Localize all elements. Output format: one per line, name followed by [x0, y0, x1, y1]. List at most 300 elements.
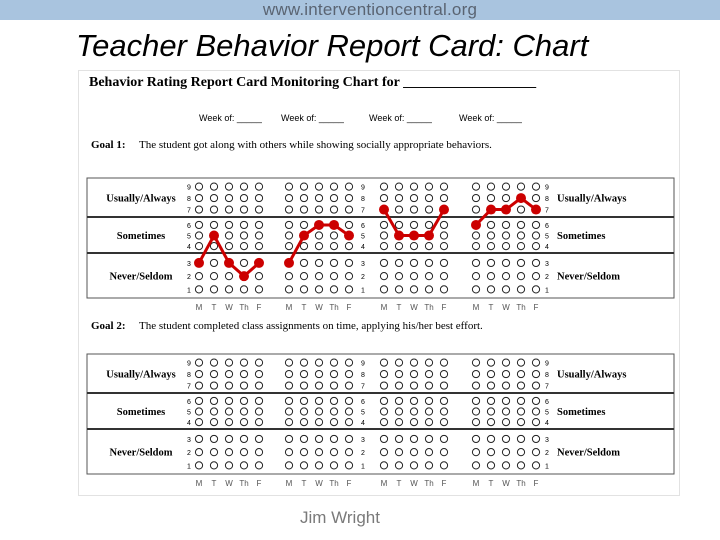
scale-number-right: 8 — [545, 196, 549, 204]
rating-circle — [255, 286, 262, 293]
day-label: M — [285, 479, 293, 488]
scale-number-mid: 4 — [361, 420, 365, 428]
rating-circle — [532, 370, 539, 377]
rating-circle — [395, 397, 402, 404]
rating-circle — [330, 435, 337, 442]
day-label: F — [346, 479, 352, 488]
rating-circle — [330, 382, 337, 389]
rating-circle — [240, 194, 247, 201]
rating-circle — [395, 419, 402, 426]
rating-circle — [517, 243, 524, 250]
rating-circle — [440, 449, 447, 456]
rating-circle — [472, 286, 479, 293]
rating-circle — [440, 183, 447, 190]
rating-circle — [225, 273, 232, 280]
rating-circle — [330, 183, 337, 190]
rating-circle — [472, 449, 479, 456]
rating-circle — [300, 370, 307, 377]
rating-circle — [502, 286, 509, 293]
rating-circle — [472, 273, 479, 280]
rating-circle — [380, 194, 387, 201]
rating-circle — [425, 273, 432, 280]
rating-circle — [410, 397, 417, 404]
scale-number-right: 4 — [545, 244, 549, 252]
band-label-left: Usually/Always — [106, 369, 176, 381]
rating-circle — [380, 435, 387, 442]
rating-circle — [440, 370, 447, 377]
rating-circle — [195, 183, 202, 190]
scale-number-right: 1 — [545, 463, 549, 471]
rating-circle — [502, 183, 509, 190]
rating-circle — [255, 462, 262, 469]
rating-circle — [255, 194, 262, 201]
rating-circle — [240, 243, 247, 250]
rating-circle — [330, 194, 337, 201]
scale-number-mid: 1 — [361, 463, 365, 471]
rating-circle — [345, 408, 352, 415]
rating-circle — [472, 359, 479, 366]
data-point — [501, 205, 511, 215]
rating-circle — [517, 206, 524, 213]
rating-circle — [425, 194, 432, 201]
scale-number-right: 5 — [545, 233, 549, 241]
data-point — [239, 271, 249, 281]
band-label-right: Sometimes — [557, 231, 606, 242]
rating-circle — [240, 232, 247, 239]
scale-number-right: 3 — [545, 436, 549, 444]
rating-circle — [195, 382, 202, 389]
rating-circle — [472, 419, 479, 426]
rating-circle — [517, 435, 524, 442]
rating-circle — [255, 397, 262, 404]
day-label: F — [533, 479, 539, 488]
rating-circle — [380, 232, 387, 239]
rating-circle — [285, 408, 292, 415]
rating-circle — [285, 194, 292, 201]
day-label: F — [441, 479, 447, 488]
rating-circle — [502, 359, 509, 366]
data-point — [344, 231, 354, 241]
rating-circle — [532, 397, 539, 404]
rating-circle — [472, 382, 479, 389]
rating-circle — [330, 359, 337, 366]
rating-circle — [300, 243, 307, 250]
rating-circle — [410, 286, 417, 293]
day-label: F — [533, 303, 539, 312]
rating-circle — [225, 419, 232, 426]
scale-number-right: 6 — [545, 398, 549, 406]
rating-circle — [532, 273, 539, 280]
rating-circle — [380, 408, 387, 415]
scale-number-right: 9 — [545, 184, 549, 192]
scale-number-left: 1 — [187, 463, 191, 471]
rating-circle — [285, 462, 292, 469]
rating-circle — [210, 359, 217, 366]
rating-circle — [410, 382, 417, 389]
week-label: Week of: _____ — [459, 113, 522, 123]
rating-circle — [517, 370, 524, 377]
scale-number-left: 3 — [187, 436, 191, 444]
rating-circle — [425, 259, 432, 266]
rating-circle — [472, 206, 479, 213]
rating-circle — [532, 449, 539, 456]
rating-circle — [345, 435, 352, 442]
rating-circle — [225, 183, 232, 190]
rating-circle — [255, 221, 262, 228]
rating-circle — [300, 449, 307, 456]
day-label: Th — [424, 479, 434, 488]
rating-circle — [517, 382, 524, 389]
rating-circle — [380, 273, 387, 280]
rating-circle — [425, 370, 432, 377]
rating-circle — [425, 359, 432, 366]
band-label-right: Never/Seldom — [557, 271, 620, 283]
day-label: Th — [329, 303, 339, 312]
rating-circle — [425, 408, 432, 415]
rating-circle — [380, 419, 387, 426]
rating-circle — [440, 194, 447, 201]
rating-circle — [210, 206, 217, 213]
rating-circle — [502, 462, 509, 469]
rating-circle — [315, 382, 322, 389]
rating-circle — [517, 273, 524, 280]
band-label-left: Never/Seldom — [109, 271, 173, 283]
rating-circle — [380, 359, 387, 366]
rating-circle — [440, 397, 447, 404]
rating-circle — [410, 462, 417, 469]
data-point — [471, 220, 481, 230]
rating-circle — [472, 194, 479, 201]
scale-number-left: 8 — [187, 196, 191, 204]
scale-number-left: 7 — [187, 207, 191, 215]
rating-circle — [345, 370, 352, 377]
scale-number-right: 4 — [545, 420, 549, 428]
rating-circle — [345, 462, 352, 469]
rating-circle — [315, 359, 322, 366]
rating-circle — [517, 397, 524, 404]
rating-circle — [380, 286, 387, 293]
data-point — [224, 258, 234, 268]
rating-circle — [195, 408, 202, 415]
rating-circle — [440, 382, 447, 389]
scale-number-left: 6 — [187, 222, 191, 230]
rating-circle — [210, 273, 217, 280]
rating-circle — [410, 370, 417, 377]
rating-circle — [255, 183, 262, 190]
rating-circle — [195, 232, 202, 239]
rating-circle — [410, 221, 417, 228]
rating-circle — [255, 243, 262, 250]
rating-circle — [315, 206, 322, 213]
goal-text: The student completed class assignments on time, applying his/her best effort. — [139, 320, 483, 332]
rating-circle — [315, 419, 322, 426]
rating-circle — [410, 259, 417, 266]
data-point — [314, 220, 324, 230]
rating-circle — [330, 449, 337, 456]
rating-circle — [440, 243, 447, 250]
day-label: W — [502, 479, 510, 488]
day-label: W — [225, 479, 233, 488]
rating-circle — [240, 397, 247, 404]
rating-circle — [517, 462, 524, 469]
rating-circle — [487, 382, 494, 389]
rating-circle — [380, 183, 387, 190]
rating-circle — [195, 419, 202, 426]
scale-number-mid: 1 — [361, 287, 365, 295]
rating-circle — [210, 286, 217, 293]
scale-number-right: 9 — [545, 360, 549, 368]
scale-number-mid: 8 — [361, 372, 365, 380]
data-point — [194, 258, 204, 268]
rating-circle — [395, 243, 402, 250]
rating-circle — [330, 286, 337, 293]
day-label: W — [410, 479, 418, 488]
rating-circle — [380, 370, 387, 377]
rating-circle — [240, 183, 247, 190]
rating-circle — [210, 435, 217, 442]
rating-circle — [300, 194, 307, 201]
rating-circle — [440, 286, 447, 293]
rating-circle — [240, 359, 247, 366]
rating-circle — [225, 397, 232, 404]
rating-circle — [195, 194, 202, 201]
scale-number-left: 6 — [187, 398, 191, 406]
scale-number-right: 1 — [545, 287, 549, 295]
rating-circle — [502, 382, 509, 389]
scale-number-left: 7 — [187, 383, 191, 391]
rating-circle — [240, 221, 247, 228]
rating-circle — [472, 408, 479, 415]
rating-circle — [410, 408, 417, 415]
rating-circle — [472, 397, 479, 404]
day-label: Th — [239, 479, 249, 488]
rating-circle — [440, 259, 447, 266]
day-label: M — [472, 303, 480, 312]
scale-number-left: 3 — [187, 260, 191, 268]
rating-circle — [225, 221, 232, 228]
rating-circle — [410, 449, 417, 456]
rating-circle — [410, 359, 417, 366]
data-point — [379, 205, 389, 215]
rating-circle — [300, 183, 307, 190]
rating-circle — [315, 232, 322, 239]
day-label: W — [315, 303, 323, 312]
rating-circle — [502, 397, 509, 404]
scale-number-right: 2 — [545, 450, 549, 458]
rating-circle — [532, 359, 539, 366]
rating-circle — [225, 359, 232, 366]
rating-circle — [285, 221, 292, 228]
band-label-left: Sometimes — [116, 407, 166, 418]
rating-circle — [315, 286, 322, 293]
scale-number-mid: 7 — [361, 383, 365, 391]
rating-circle — [487, 449, 494, 456]
rating-circle — [425, 382, 432, 389]
goal-label: Goal 2: — [91, 320, 126, 332]
day-label: Th — [516, 303, 526, 312]
rating-circle — [315, 243, 322, 250]
rating-circle — [502, 194, 509, 201]
rating-circle — [345, 243, 352, 250]
rating-circle — [532, 419, 539, 426]
data-point — [424, 231, 434, 241]
rating-circle — [225, 382, 232, 389]
rating-circle — [472, 243, 479, 250]
data-point — [439, 205, 449, 215]
rating-circle — [225, 194, 232, 201]
rating-circle — [502, 408, 509, 415]
scale-number-left: 5 — [187, 233, 191, 241]
scale-number-mid: 6 — [361, 398, 365, 406]
rating-circle — [517, 449, 524, 456]
data-point — [254, 258, 264, 268]
rating-circle — [517, 232, 524, 239]
rating-circle — [410, 243, 417, 250]
rating-circle — [210, 259, 217, 266]
day-label: M — [195, 479, 203, 488]
rating-circle — [380, 243, 387, 250]
rating-circle — [225, 232, 232, 239]
rating-circle — [425, 397, 432, 404]
rating-circle — [395, 462, 402, 469]
rating-circle — [315, 183, 322, 190]
rating-circle — [300, 259, 307, 266]
rating-circle — [255, 273, 262, 280]
rating-circle — [502, 243, 509, 250]
rating-circle — [255, 449, 262, 456]
rating-circle — [487, 221, 494, 228]
day-label: F — [346, 303, 352, 312]
data-point — [516, 193, 526, 203]
rating-circle — [285, 359, 292, 366]
scale-number-left: 8 — [187, 372, 191, 380]
rating-circle — [240, 286, 247, 293]
rating-circle — [345, 259, 352, 266]
rating-circle — [300, 221, 307, 228]
rating-circle — [425, 243, 432, 250]
rating-circle — [195, 206, 202, 213]
day-label: T — [211, 479, 217, 488]
rating-circle — [285, 419, 292, 426]
scale-number-right: 7 — [545, 383, 549, 391]
day-label: W — [315, 479, 323, 488]
rating-circle — [300, 419, 307, 426]
rating-circle — [502, 449, 509, 456]
rating-circle — [472, 183, 479, 190]
rating-circle — [532, 259, 539, 266]
rating-circle — [285, 206, 292, 213]
rating-circle — [410, 194, 417, 201]
rating-circle — [345, 449, 352, 456]
day-label: Th — [329, 479, 339, 488]
rating-circle — [210, 408, 217, 415]
rating-circle — [425, 419, 432, 426]
rating-circle — [395, 370, 402, 377]
day-label: T — [396, 479, 402, 488]
rating-circle — [395, 435, 402, 442]
rating-circle — [345, 206, 352, 213]
day-label: M — [195, 303, 203, 312]
rating-circle — [472, 435, 479, 442]
rating-circle — [210, 449, 217, 456]
rating-circle — [210, 462, 217, 469]
rating-circle — [425, 462, 432, 469]
day-label: T — [211, 303, 217, 312]
data-point — [209, 231, 219, 241]
rating-circle — [395, 221, 402, 228]
rating-circle — [517, 419, 524, 426]
rating-circle — [502, 232, 509, 239]
rating-circle — [255, 419, 262, 426]
rating-circle — [300, 286, 307, 293]
rating-circle — [285, 435, 292, 442]
rating-circle — [472, 462, 479, 469]
rating-circle — [240, 462, 247, 469]
rating-circle — [487, 194, 494, 201]
scale-number-left: 4 — [187, 420, 191, 428]
rating-circle — [300, 435, 307, 442]
rating-circle — [240, 435, 247, 442]
rating-circle — [345, 359, 352, 366]
rating-circle — [532, 183, 539, 190]
rating-circle — [517, 408, 524, 415]
rating-circle — [225, 435, 232, 442]
rating-circle — [502, 273, 509, 280]
rating-circle — [240, 382, 247, 389]
rating-circle — [487, 408, 494, 415]
rating-circle — [487, 359, 494, 366]
rating-circle — [210, 183, 217, 190]
band-label-right: Never/Seldom — [557, 447, 620, 459]
rating-circle — [502, 259, 509, 266]
rating-circle — [195, 243, 202, 250]
rating-circle — [532, 221, 539, 228]
rating-circle — [425, 183, 432, 190]
rating-circle — [487, 273, 494, 280]
rating-circle — [487, 419, 494, 426]
scale-number-left: 4 — [187, 244, 191, 252]
rating-circle — [502, 221, 509, 228]
rating-circle — [315, 435, 322, 442]
rating-circle — [380, 449, 387, 456]
rating-circle — [472, 370, 479, 377]
scale-number-left: 9 — [187, 360, 191, 368]
rating-circle — [395, 206, 402, 213]
rating-circle — [330, 273, 337, 280]
rating-circle — [440, 435, 447, 442]
scale-number-right: 3 — [545, 260, 549, 268]
rating-circle — [472, 232, 479, 239]
data-point — [299, 231, 309, 241]
rating-circle — [487, 286, 494, 293]
rating-circle — [487, 397, 494, 404]
rating-circle — [315, 462, 322, 469]
rating-circle — [440, 273, 447, 280]
rating-circle — [315, 259, 322, 266]
rating-circle — [345, 382, 352, 389]
rating-circle — [210, 194, 217, 201]
behavior-chart-svg — [79, 71, 679, 495]
rating-circle — [210, 243, 217, 250]
rating-circle — [395, 286, 402, 293]
day-label: W — [502, 303, 510, 312]
rating-circle — [487, 232, 494, 239]
rating-circle — [440, 419, 447, 426]
rating-circle — [410, 183, 417, 190]
rating-circle — [440, 462, 447, 469]
rating-circle — [517, 286, 524, 293]
rating-circle — [395, 359, 402, 366]
